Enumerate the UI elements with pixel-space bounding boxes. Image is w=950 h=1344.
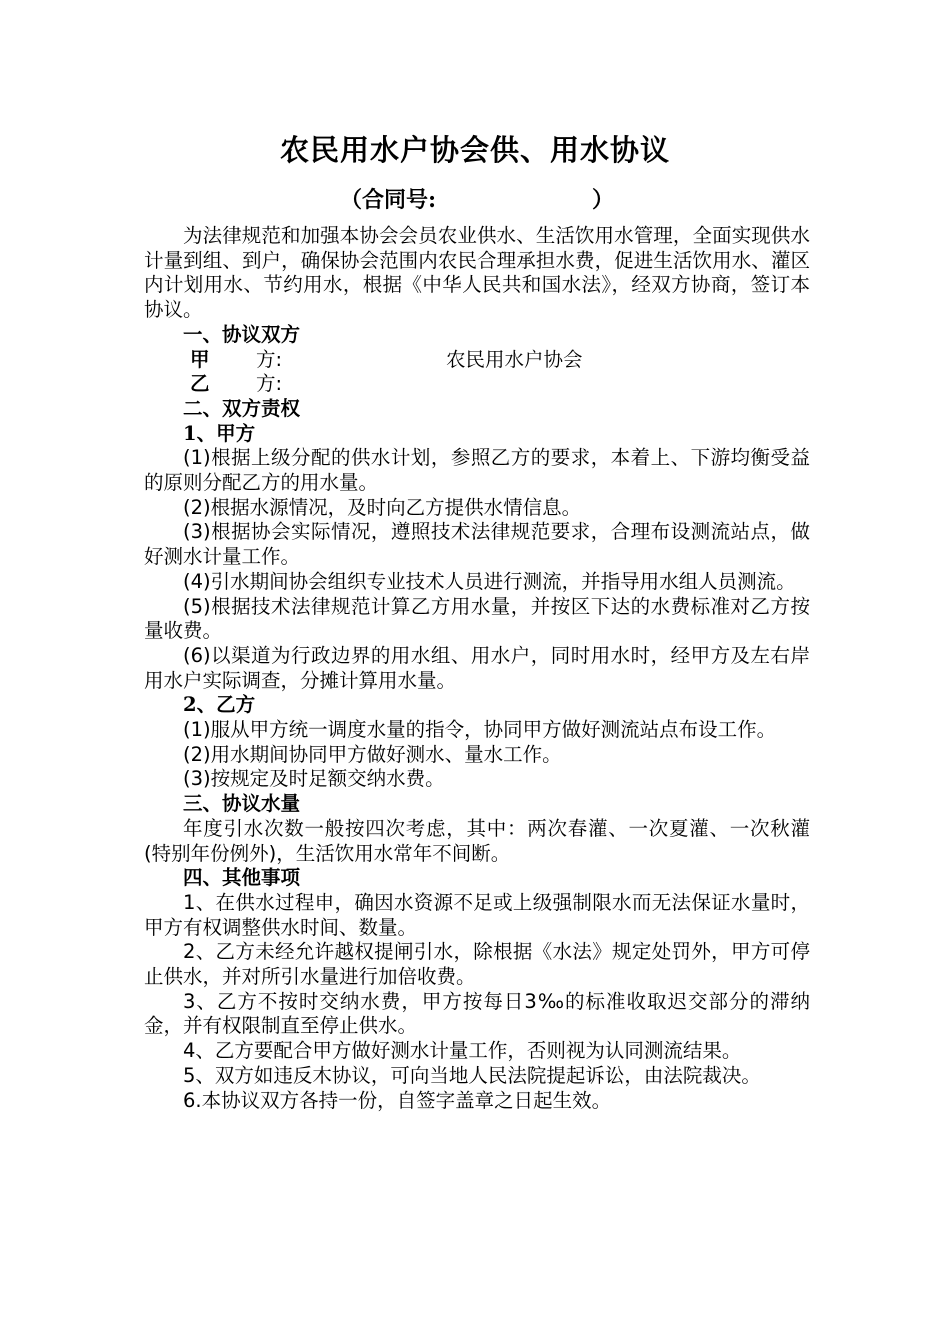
party-a-line — [144, 348, 810, 373]
contract-right-paren: ） — [592, 187, 615, 213]
list-item: 1、在供水过程申，确因水资源不足或上级强制限水而无法保证水量时，甲方有权调整供水时间、数量。 — [144, 890, 810, 939]
document-title: 农民用水户协会供、用水协议 — [279, 133, 670, 167]
list-item: (2)用水期间协同甲方做好测水、量水工作。 — [183, 742, 562, 766]
intro-paragraph: 为法律规范和加强本协会会员农业供水、生活饮用水管理，全面实现供水计量到组、到户，确保协会范围内农民合理承担水费，促进生活饮用水、灌区内计划用水、节约用水，根据《中华人民共和国水法》，经双方协商，签订本协议。 — [144, 224, 810, 322]
section-heading: 一、协议双方 — [183, 322, 301, 346]
party-b-key: 乙 — [190, 372, 210, 396]
list-item: (5)根据技术法律规范计算乙方用水量，并按区下达的水费标准对乙方按量收费。 — [144, 594, 810, 643]
party-a-key: 甲 — [190, 347, 210, 371]
subsection-heading: 2、乙方 — [183, 693, 256, 717]
list-item: (6)以渠道为行政边界的用水组、用水户，同时用水时，经甲方及左右岸用水户实际调查，分摊计算用水量。 — [144, 643, 810, 692]
section-heading: 三、协议水量 — [183, 792, 301, 816]
list-item: (4)引水期间协会组织专业技术人员进行测流，并指导用水组人员测流。 — [183, 569, 796, 593]
list-item: 2、乙方未经允许越权提闸引水，除根据《水法》规定处罚外，甲方可停止供水，并对所引水量进行加倍收费。 — [144, 940, 810, 989]
party-b-line — [144, 372, 810, 397]
section-paragraph: 年度引水次数一般按四次考虑，其中：两次春灌、一次夏灌、一次秋灌(特别年份例外)，生活饮用水常年不间断。 — [144, 816, 810, 865]
list-item: 3、乙方不按时交纳水费，甲方按每日3‰的标准收取迟交部分的滞纳金，并有权限制直至停止供水。 — [144, 989, 810, 1038]
section-heading: 四、其他事项 — [183, 866, 301, 890]
list-item: 6.本协议双方各持一份，自签字盖章之日起生效。 — [183, 1088, 612, 1112]
contract-number-line — [340, 180, 620, 220]
subsection-heading: 1、甲方 — [183, 421, 256, 445]
list-item: (2)根据水源情况，及时向乙方提供水情信息。 — [183, 495, 582, 519]
list-item: 4、乙方要配合甲方做好测水计量工作，否则视为认同测流结果。 — [183, 1039, 742, 1063]
section-heading: 二、双方责权 — [183, 396, 301, 420]
list-item: (3)根据协会实际情况，遵照技术法律规范要求，合理布设测流站点，做好测水计量工作。 — [144, 520, 810, 569]
party-a-value: 农民用水户协会 — [446, 347, 583, 371]
document-body — [144, 224, 810, 1113]
list-item: 5、双方如违反木协议，可向当地人民法院提起诉讼，由法院裁决。 — [183, 1063, 761, 1087]
party-a-colon: 方: — [256, 347, 283, 371]
party-b-colon: 方: — [256, 372, 283, 396]
contract-left-paren: （ — [340, 187, 363, 213]
contract-number-label: 合同号: — [362, 187, 437, 213]
list-item: (1)服从甲方统一调度水量的指令，协同甲方做好测流站点布设工作。 — [183, 718, 777, 742]
list-item: (3)按规定及时足额交纳水费。 — [183, 767, 445, 791]
list-item: (1)根据上级分配的供水计划，参照乙方的要求，本着上、下游均衡受益的原则分配乙方的用水量。 — [144, 446, 810, 494]
